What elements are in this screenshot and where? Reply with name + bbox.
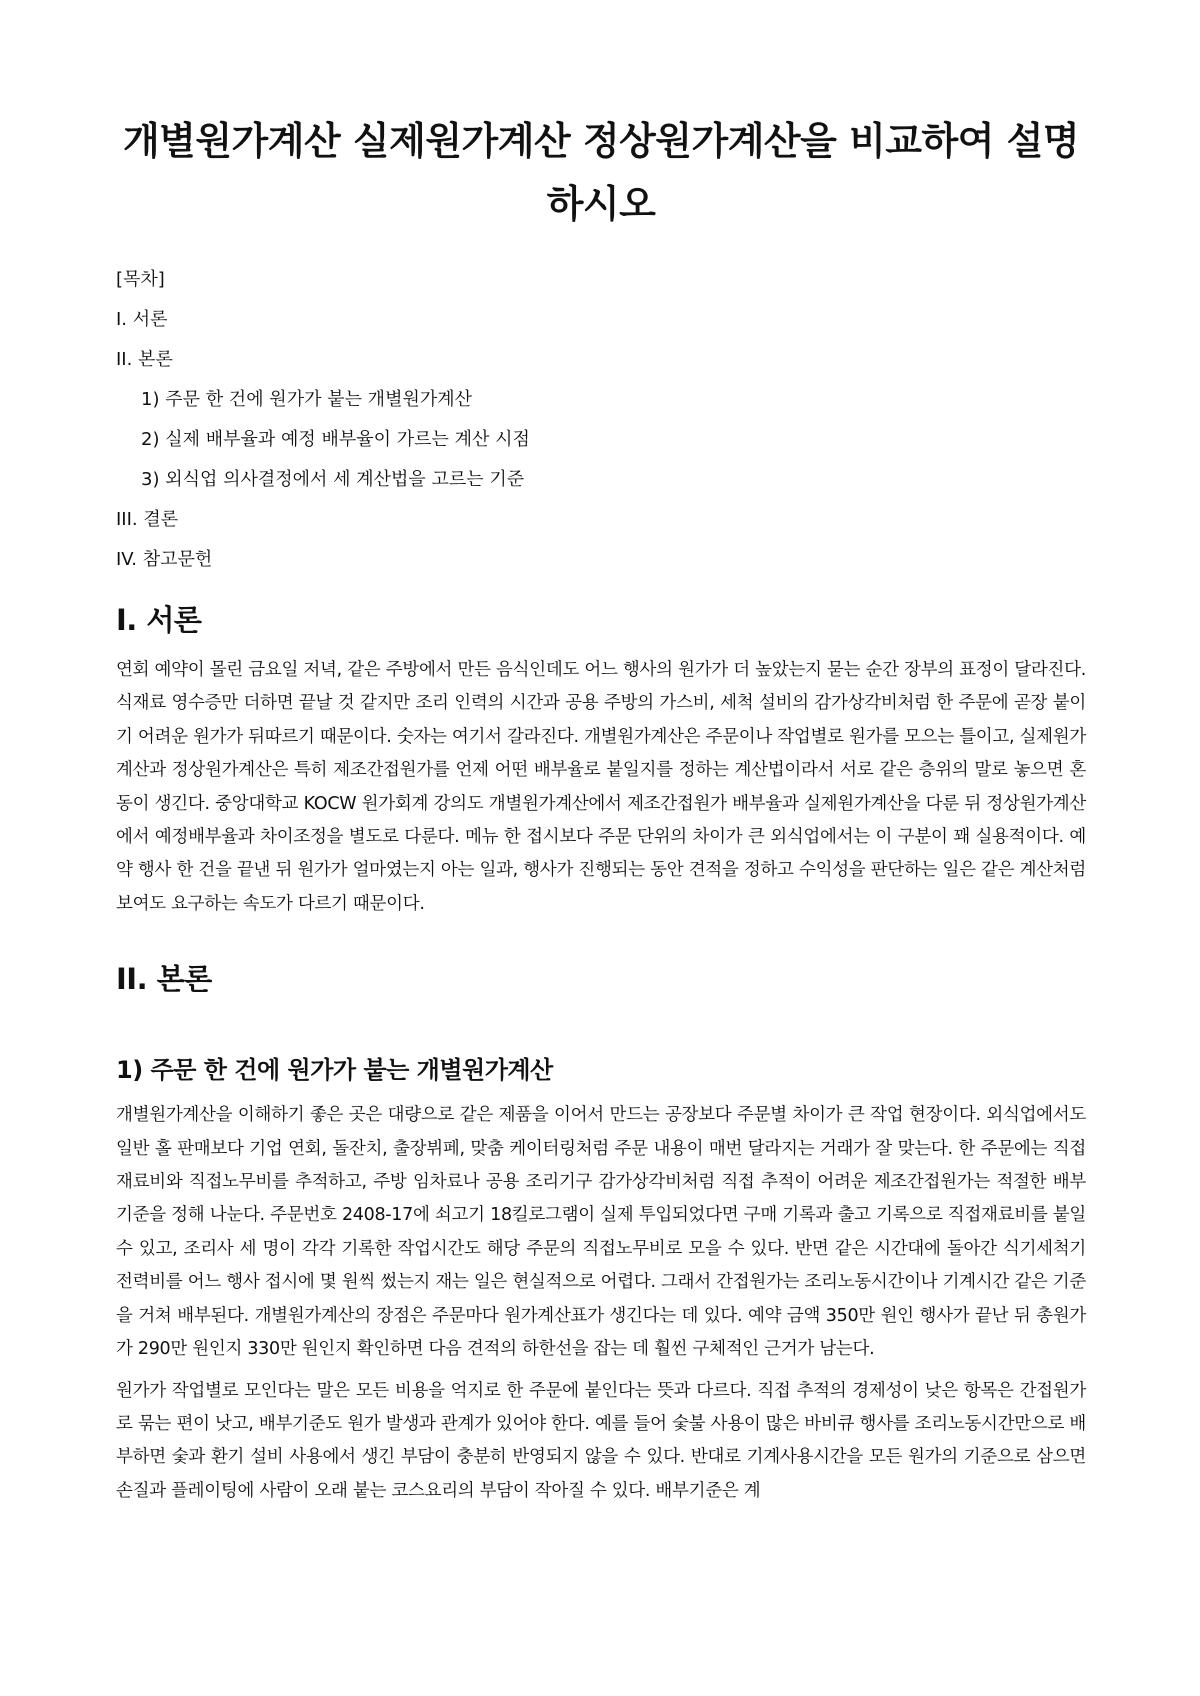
toc-item-body: II. 본론	[116, 349, 173, 370]
intro-paragraph: 연회 예약이 몰린 금요일 저녁, 같은 주방에서 만든 음식인데도 어느 행사의 원가가 더 높았는지 묻는 순간 장부의 표정이 달라진다. 식재료 영수증만 더하면 끝날 것 같지만 조리 인력의 시간과 공용 주방의 가스비, 세척 설비의 감가상각비처럼 한 주문에 곧장 붙이기 어려운 원가가 뒤따르기 때문이다. 숫자는 여기서 갈라진다. 개별원가계산은 주문이나 작업별로 원가를 모으는 틀이고, 실제원가계산과 정상원가계산은 특히 제조간접원가를 언제 어떤 배부율로 붙일지를 정하는 계산법이라서 서로 같은 층위의 말로 놓으면 혼동이 생긴다. 중앙대학교 KOCW 원가회계 강의도 개별원가계산에서 제조간접원가 배부율과 실제원가계산을 다룬 뒤 정상원가계산에서 예정배부율과 차이조정을 별도로 다룬다. 메뉴 한 접시보다 주문 단위의 차이가 큰 외식업에서는 이 구분이 꽤 실용적이다. 예약 행사 한 건을 끝낸 뒤 원가가 얼마였는지 아는 일과, 행사가 진행되는 동안 견적을 정하고 수익성을 판단하는 일은 같은 계산처럼 보여도 요구하는 속도가 다르기 때문이다.	[116, 660, 1086, 914]
section-heading-body: II. 본론	[116, 962, 212, 997]
table-of-contents	[116, 260, 1086, 580]
section-heading-intro: I. 서론	[116, 603, 202, 637]
toc-item-body-2: 2) 실제 배부율과 예정 배부율이 가르는 계산 시점	[141, 429, 530, 450]
toc-item-body-3: 3) 외식업 의사결정에서 세 계산법을 고르는 기준	[141, 469, 525, 490]
toc-heading: [목차]	[116, 269, 165, 290]
document-page	[116, 110, 1086, 1516]
subsection-heading-1: 1) 주문 한 건에 원가가 붙는 개별원가계산	[116, 1056, 553, 1085]
body-1-paragraph-1: 개별원가계산을 이해하기 좋은 곳은 대량으로 같은 제품을 이어서 만드는 공장보다 주문별 차이가 큰 작업 현장이다. 외식업에서도 일반 홀 판매보다 기업 연회, 돌잔치, 출장뷔페, 맞춤 케이터링처럼 주문 내용이 매번 달라지는 거래가 잘 맞는다. 한 주문에는 직접재료비와 직접노무비를 추적하고, 주방 임차료나 공용 조리기구 감가상각비처럼 직접 추적이 어려운 제조간접원가는 적절한 배부기준을 정해 나눈다. 주문번호 2408-17에 쇠고기 18킬로그램이 실제 투입되었다면 구매 기록과 출고 기록으로 직접재료비를 붙일 수 있고, 조리사 세 명이 각각 기록한 작업시간도 해당 주문의 직접노무비로 모을 수 있다. 반면 같은 시간대에 돌아간 식기세척기 전력비를 어느 행사 접시에 몇 원씩 썼는지 재는 일은 현실적으로 어렵다. 그래서 간접원가는 조리노동시간이나 기계시간 같은 기준을 거쳐 배부된다. 개별원가계산의 장점은 주문마다 원가계산표가 생긴다는 데 있다. 예약 금액 350만 원인 행사가 끝난 뒤 총원가가 290만 원인지 330만 원인지 확인하면 다음 견적의 하한선을 잡는 데 훨씬 구체적인 근거가 남는다.	[116, 1105, 1086, 1360]
document-title: 개별원가계산 실제원가계산 정상원가계산을 비교하여 설명하시오	[122, 119, 1080, 226]
toc-item-intro: I. 서론	[116, 309, 168, 330]
toc-item-body-1: 1) 주문 한 건에 원가가 붙는 개별원가계산	[141, 389, 473, 410]
toc-item-references: IV. 참고문헌	[116, 549, 213, 570]
body-1-paragraph-2: 원가가 작업별로 모인다는 말은 모든 비용을 억지로 한 주문에 붙인다는 뜻과 다르다. 직접 추적의 경제성이 낮은 항목은 간접원가로 묶는 편이 낫고, 배부기준도 원가 발생과 관계가 있어야 한다. 예를 들어 숯불 사용이 많은 바비큐 행사를 조리노동시간만으로 배부하면 숯과 환기 설비 사용에서 생긴 부담이 충분히 반영되지 않을 수 있다. 반대로 기계사용시간을 모든 원가의 기준으로 삼으면 손질과 플레이팅에 사람이 오래 붙는 코스요리의 부담이 작아질 수 있다. 배부기준은 계	[116, 1380, 1086, 1501]
toc-item-conclusion: III. 결론	[116, 509, 179, 530]
